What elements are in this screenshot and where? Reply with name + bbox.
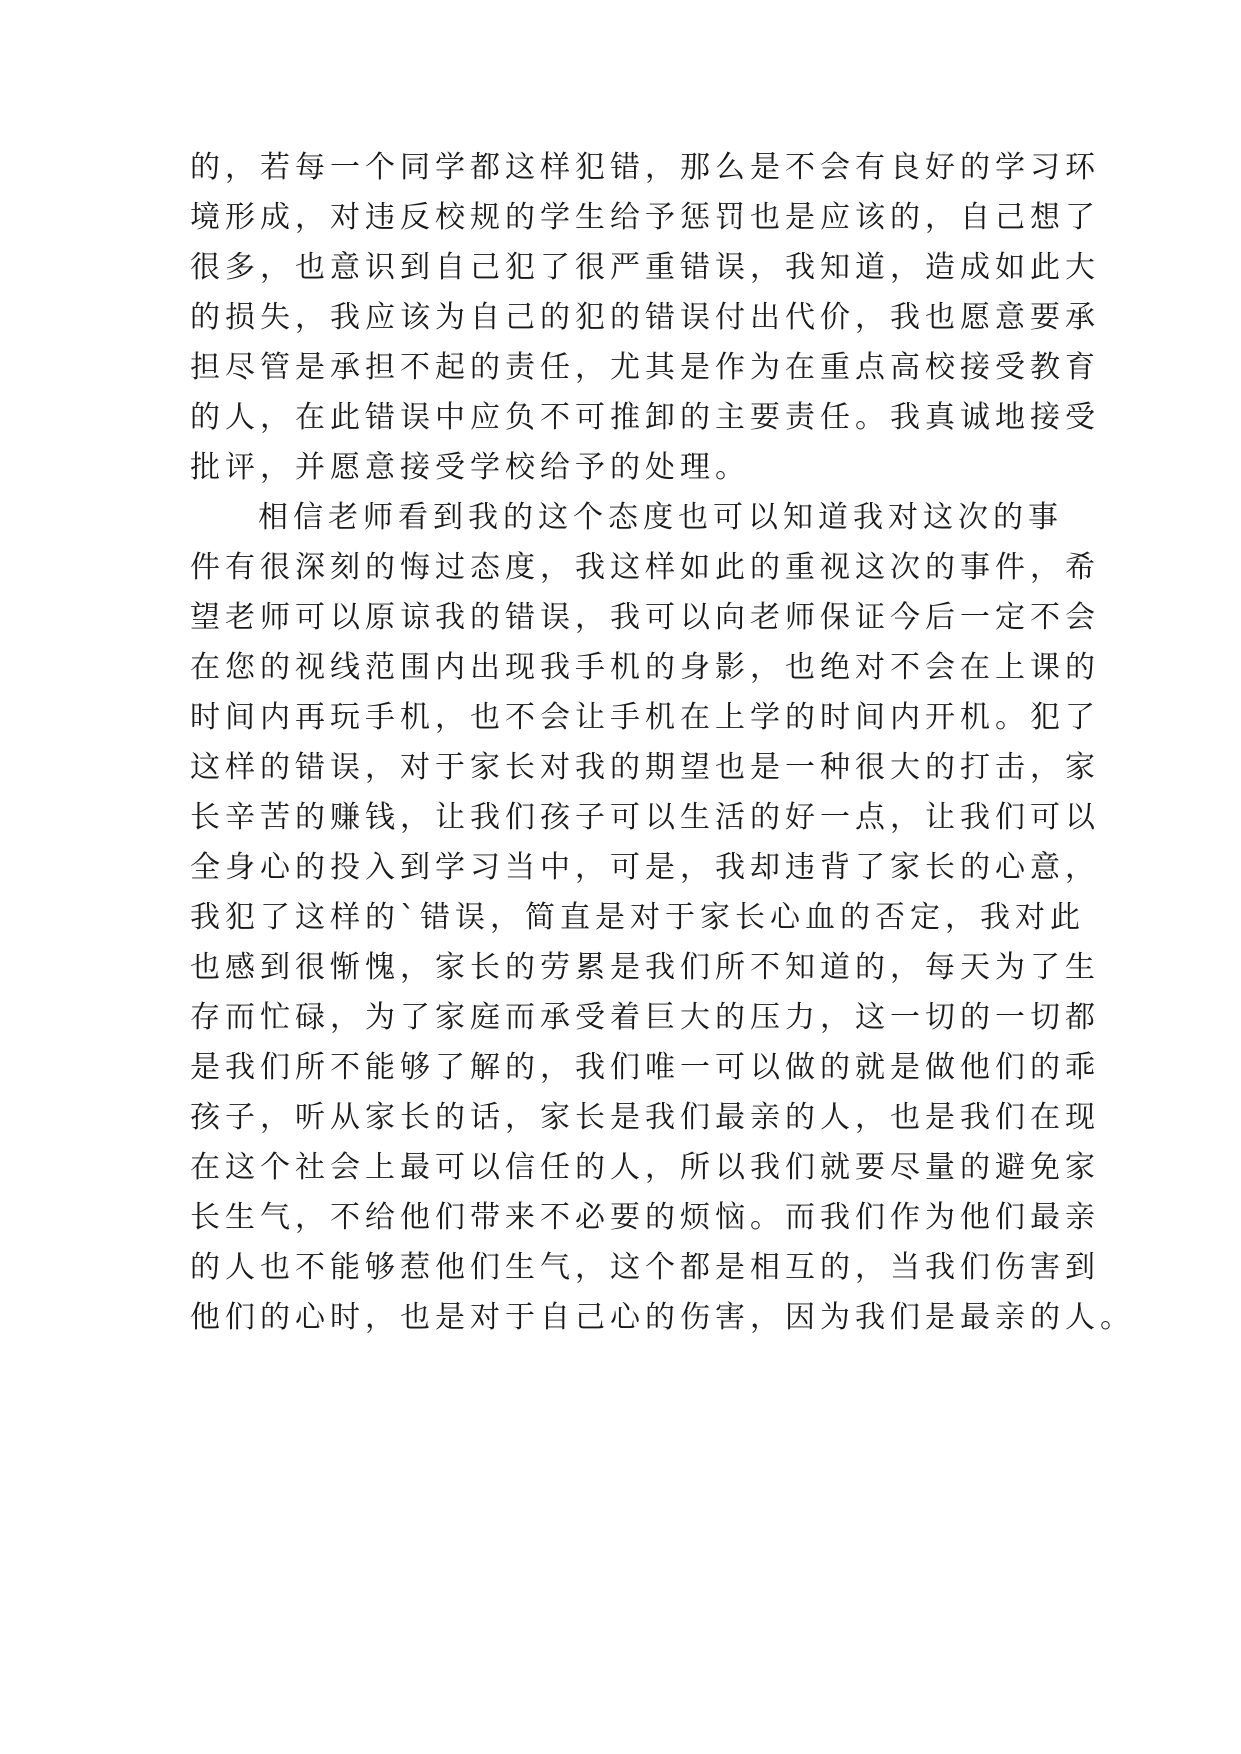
text-line: 全身心的投入到学习当中，可是，我却违背了家长的心意， xyxy=(190,850,1100,885)
text-line: 孩子，听从家长的话，家长是我们最亲的人，也是我们在现 xyxy=(190,1100,1100,1135)
text-line: 这样的错误，对于家长对我的期望也是一种很大的打击，家 xyxy=(190,750,1100,785)
text-line: 时间内再玩手机，也不会让手机在上学的时间内开机。犯了 xyxy=(190,700,1100,735)
text-line: 也感到很惭愧，家长的劳累是我们所不知道的，每天为了生 xyxy=(190,950,1100,985)
text-line: 的损失，我应该为自己的犯的错误付出代价，我也愿意要承 xyxy=(190,300,1100,335)
text-line: 的人也不能够惹他们生气，这个都是相互的，当我们伤害到 xyxy=(190,1250,1100,1285)
text-line: 批评，并愿意接受学校给予的处理。 xyxy=(190,450,750,485)
text-line: 长辛苦的赚钱，让我们孩子可以生活的好一点，让我们可以 xyxy=(190,800,1100,835)
text-line: 件有很深刻的悔过态度，我这样如此的重视这次的事件，希 xyxy=(190,550,1100,585)
paragraph-first-line: 相信老师看到我的这个态度也可以知道我对这次的事 xyxy=(258,500,1063,535)
text-line: 长生气，不给他们带来不必要的烦恼。而我们作为他们最亲 xyxy=(190,1200,1100,1235)
text-line: 很多，也意识到自己犯了很严重错误，我知道，造成如此大 xyxy=(190,250,1100,285)
text-line: 担尽管是承担不起的责任，尤其是作为在重点高校接受教育 xyxy=(190,350,1100,385)
text-line: 望老师可以原谅我的错误，我可以向老师保证今后一定不会 xyxy=(190,600,1100,635)
text-line: 在这个社会上最可以信任的人，所以我们就要尽量的避免家 xyxy=(190,1150,1100,1185)
text-line: 是我们所不能够了解的，我们唯一可以做的就是做他们的乖 xyxy=(190,1050,1100,1085)
text-line: 我犯了这样的`错误，简直是对于家长心血的否定，我对此 xyxy=(190,900,1085,935)
text-line: 存而忙碌，为了家庭而承受着巨大的压力，这一切的一切都 xyxy=(190,1000,1100,1035)
text-line: 的人，在此错误中应负不可推卸的主要责任。我真诚地接受 xyxy=(190,400,1100,435)
text-line: 在您的视线范围内出现我手机的身影，也绝对不会在上课的 xyxy=(190,650,1100,685)
text-line: 的，若每一个同学都这样犯错，那么是不会有良好的学习环 xyxy=(190,150,1100,185)
text-line: 他们的心时，也是对于自己心的伤害，因为我们是最亲的人。 xyxy=(190,1300,1135,1335)
text-line: 境形成，对违反校规的学生给予惩罚也是应该的，自己想了 xyxy=(190,200,1100,235)
